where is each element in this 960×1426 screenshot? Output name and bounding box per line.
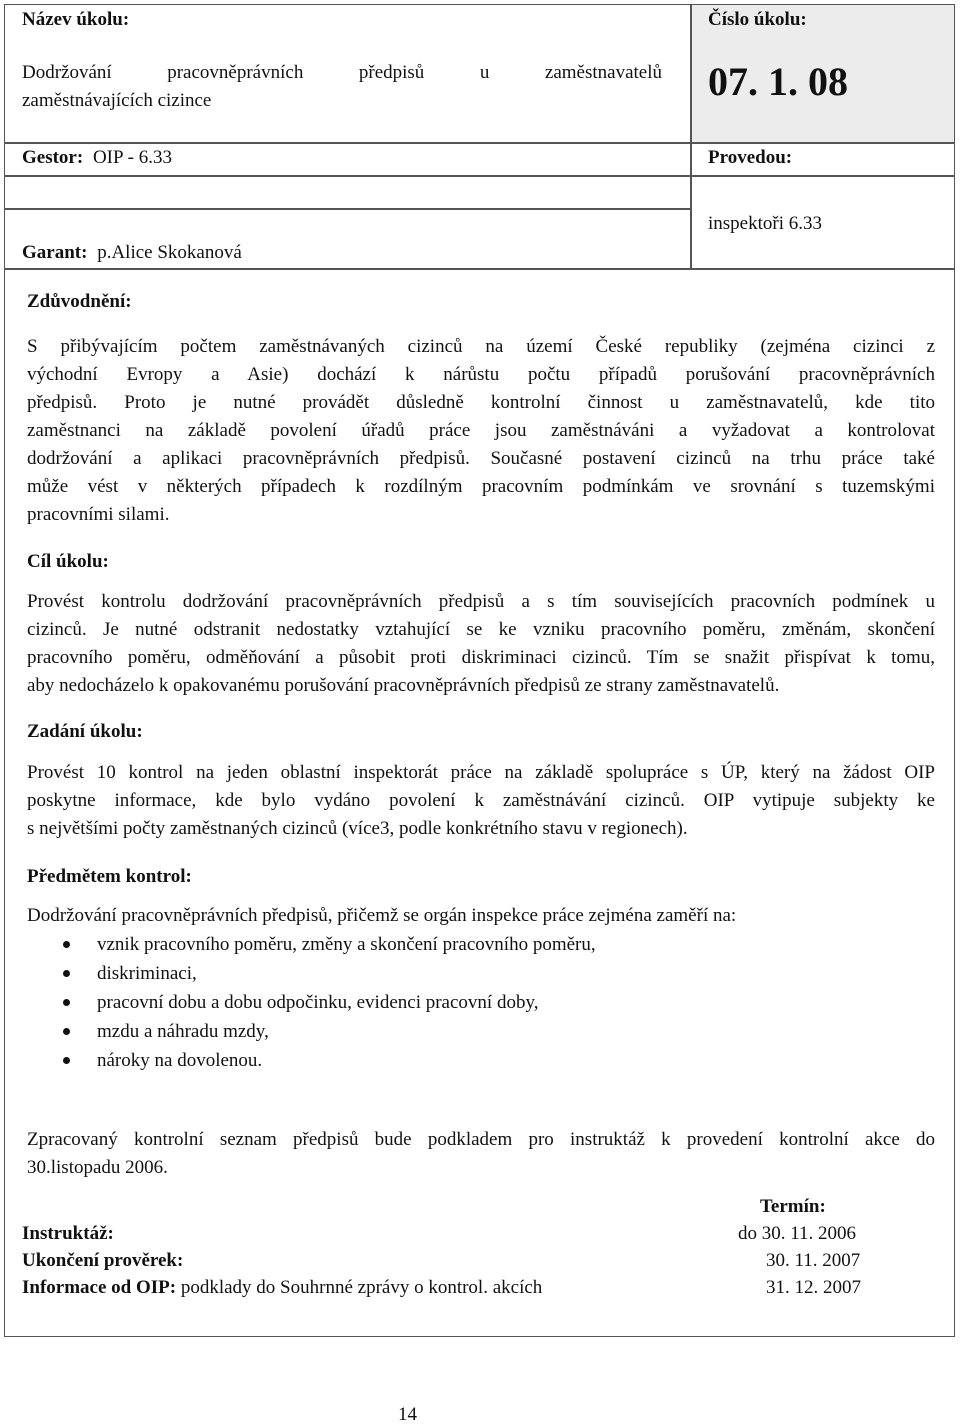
guarantor-label: Garant:: [22, 242, 88, 263]
list-item: [97, 930, 596, 959]
bullet-icon: [63, 941, 70, 948]
list-item: [97, 1017, 596, 1046]
justification-line: dodržování a aplikaci pracovněprávních předpisů. Současné postavení cizinců na trhu práce také: [27, 448, 935, 469]
list-item: [97, 1046, 596, 1075]
header-divider-2: [4, 175, 955, 177]
page-number: 14: [398, 1404, 417, 1425]
guarantor-row: [22, 242, 242, 264]
header-divider-3: [4, 208, 691, 210]
goal-line: cizinců. Je nutné odstranit nedostatky vztahující se ke vzniku pracovního poměru, změnám, skončení: [27, 619, 935, 640]
executed-value: inspektoři 6.33: [708, 213, 822, 234]
header-divider-1: [4, 142, 955, 144]
gestor-value: OIP - 6.33: [92, 147, 172, 168]
subject-heading: Předmětem kontrol:: [27, 866, 192, 887]
executed-label: Provedou:: [708, 147, 793, 168]
justification-heading: Zdůvodnění:: [27, 291, 132, 312]
task-number-label: Číslo úkolu:: [708, 9, 807, 30]
list-item-text: vznik pracovního poměru, změny a skončení pracovního poměru,: [97, 934, 596, 955]
goal-heading: Cíl úkolu:: [27, 551, 109, 572]
task-name-label: Název úkolu:: [22, 9, 130, 30]
justification-line: východní Evropy a Asie) dochází k nárůstu počtu případů porušování pracovněprávních: [27, 364, 935, 385]
assignment-heading: Zadání úkolu:: [27, 721, 143, 742]
list-item: [97, 959, 596, 988]
justification-line: zaměstnanci na základě povolení úřadů práce jsou zaměstnáváni a vyžadovat a kontrolovat: [27, 420, 935, 441]
bullet-icon: [63, 970, 70, 977]
gestor-label: Gestor:: [22, 147, 84, 168]
goal-line: pracovního poměru, odměňování a působit proti diskriminaci cizinců. Tím se snažit přispívat k tomu,: [27, 647, 935, 668]
list-item: [97, 988, 596, 1017]
task-number: 07. 1. 08: [708, 59, 848, 104]
goal-line: aby nedocházelo k opakovanému porušování pracovněprávních předpisů ze strany zaměstnavatelů.: [27, 675, 780, 696]
subject-intro: Dodržování pracovněprávních předpisů, přičemž se orgán inspekce práce zejména zaměří na:: [27, 905, 737, 926]
schedule-label: Informace od OIP:: [22, 1277, 177, 1298]
summary-line: Zpracovaný kontrolní seznam předpisů bude podkladem pro instruktáž k provedení kontrolní akce do: [27, 1129, 935, 1150]
assignment-line: poskytne informace, kde bylo vydáno povolení k zaměstnávání cizinců. OIP vytipuje subjekty ke: [27, 790, 935, 811]
schedule-row-end: [22, 1250, 183, 1272]
term-heading: Termín:: [760, 1196, 826, 1217]
justification-line: S přibývajícím počtem zaměstnávaných cizinců na území České republiky (zejména cizinci z: [27, 336, 935, 357]
goal-text: [27, 588, 935, 700]
guarantor-value: p.Alice Skokanová: [97, 242, 242, 263]
justification-line: může vést v některých případech k rozdílným pracovním podmínkám ve srovnání s tuzemskými: [27, 476, 935, 497]
list-item-text: diskriminaci,: [97, 963, 197, 984]
justification-text: [27, 333, 935, 529]
task-name-line1: Dodržování pracovněprávních předpisů u zaměstnavatelů: [22, 62, 662, 83]
assignment-line: Provést 10 kontrol na jeden oblastní inspektorát práce na základě spolupráce s ÚP, který na žádost OIP: [27, 762, 935, 783]
header-divider-vertical: [690, 4, 692, 268]
schedule-date: 31. 12. 2007: [766, 1277, 861, 1298]
header-divider-4: [4, 268, 955, 270]
subject-list: [97, 930, 596, 1075]
list-item-text: pracovní dobu a dobu odpočinku, evidenci pracovní doby,: [97, 992, 539, 1013]
schedule-label: Ukončení prověrek:: [22, 1250, 184, 1271]
justification-line: předpisů. Proto je nutné provádět důsledně kontrolní činnost u zaměstnavatelů, kde tito: [27, 392, 935, 413]
schedule-date: 30. 11. 2007: [766, 1250, 861, 1271]
summary-line: 30.listopadu 2006.: [27, 1157, 168, 1178]
bullet-icon: [63, 1028, 70, 1035]
schedule-detail: podklady do Souhrnné zprávy o kontrol. akcích: [180, 1277, 543, 1298]
task-name-line2: zaměstnávajících cizince: [22, 90, 212, 111]
assignment-line: s největšími počty zaměstnaných cizinců (více3, podle konkrétního stavu v regionech).: [27, 818, 688, 839]
schedule-date: do 30. 11. 2006: [738, 1223, 857, 1244]
bullet-icon: [63, 1057, 70, 1064]
schedule-label: Instruktáž:: [22, 1223, 114, 1244]
list-item-text: mzdu a náhradu mzdy,: [97, 1021, 269, 1042]
goal-line: Provést kontrolu dodržování pracovněprávních předpisů a s tím souvisejících pracovních podmínek u: [27, 591, 935, 612]
schedule-row-instruction: [22, 1223, 114, 1245]
summary-text: [27, 1126, 935, 1182]
justification-line: pracovními silami.: [27, 504, 170, 525]
bullet-icon: [63, 999, 70, 1006]
gestor-row: [22, 147, 172, 169]
list-item-text: nároky na dovolenou.: [97, 1050, 263, 1071]
schedule-row-info: [22, 1277, 542, 1299]
assignment-text: [27, 759, 935, 843]
